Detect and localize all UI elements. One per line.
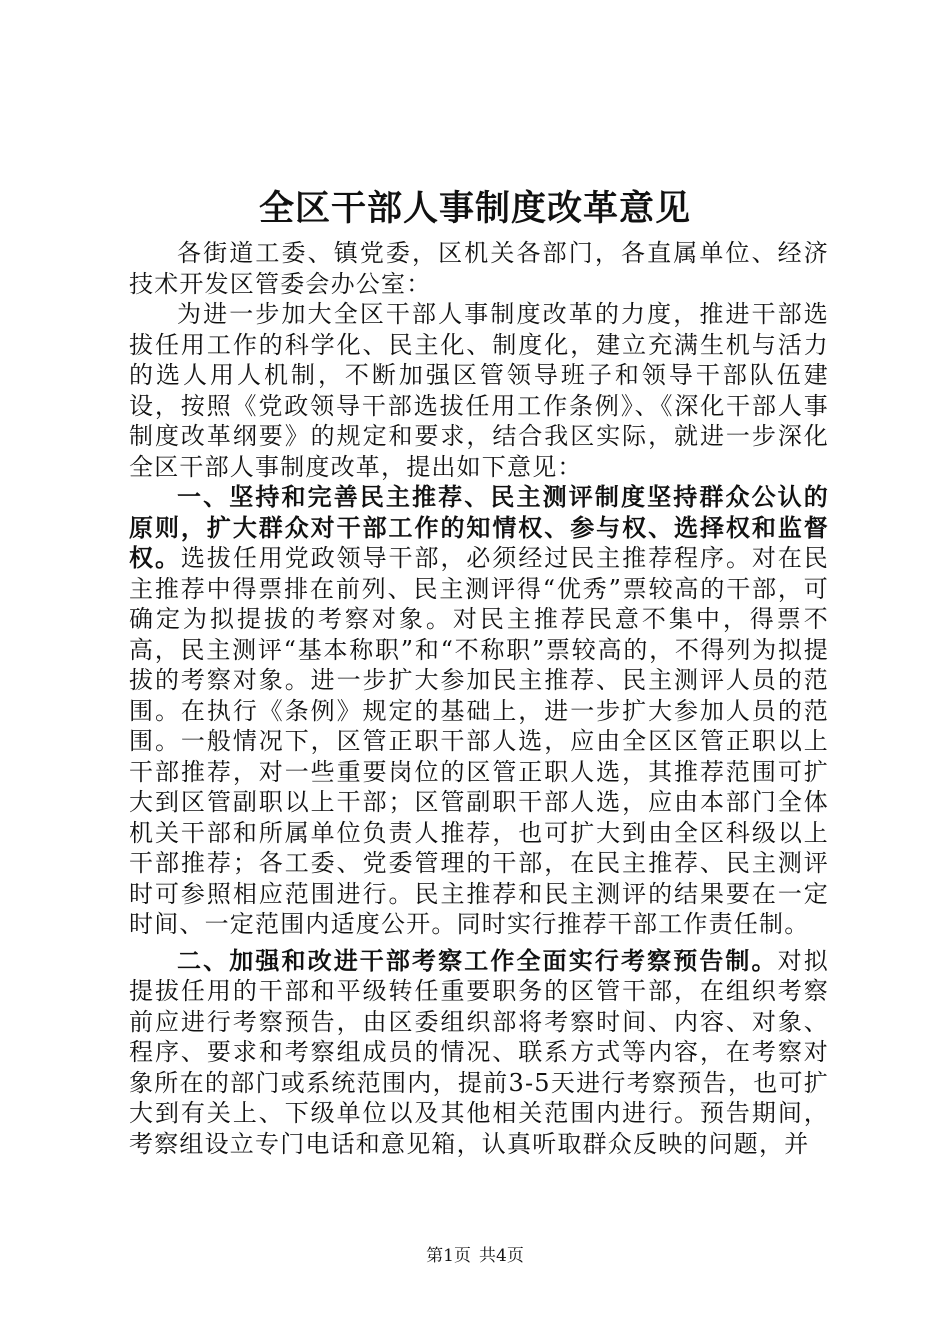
salutation-paragraph: 各街道工委、镇党委，区机关各部门，各直属单位、经济技术开发区管委会办公室： [129, 239, 829, 298]
section-text-1: 选拔任用党政领导干部，必须经过民主推荐程序。对在民主推荐中得票排在前列、民主测评得“优秀”票较高的干部，可确定为拟提拔的考察对象。对民主推荐民意不集中，得票不高，民主测评“基本称职”和“不称职”票较高的，不得列为拟提拔的考察对象。进一步扩大参加民主推荐、民主测评人员的范围。在执行《条例》规定的基础上，进一步扩大参加人员的范围。一般情况下，区管正职干部人选，应由全区区管正职以上干部推荐，对一些重要岗位的区管正职人选，其推荐范围可扩大到区管副职以上干部；区管副职干部人选，应由本部门全体机关干部和所属单位负责人推荐，也可扩大到由全区科级以上干部推荐；各工委、党委管理的干部，在民主推荐、民主测评时可参照相应范围进行。民主推荐和民主测评的结果要在一定时间、一定范围内适度公开。同时实行推荐干部工作责任制。 [129, 544, 830, 938]
section-text-2: 对拟提拔任用的干部和平级转任重要职务的区管干部，在组织考察前应进行考察预告，由区委组织部将考察时间、内容、对象、程序、要求和考察组成员的情况、联系方式等内容，在考察对象所在的部门或系统范围内，提前3-5天进行考察预告，也可扩大到有关上、下级单位以及其他相关范围内进行。预告期间，考察组设立专门电话和意见箱，认真听取群众反映的问题，并 [129, 946, 829, 1158]
section-heading-2: 二、加强和改进干部考察工作全面实行考察预告制。 [177, 945, 778, 975]
page-footer [0, 1246, 950, 1266]
document-title: 全区干部人事制度改革意见 [258, 188, 691, 229]
section-paragraph-2 [129, 946, 829, 1160]
page-number: 第1页 [426, 1246, 471, 1266]
section-heading-1: 一、坚持和完善民主推荐、民主测评制度坚持群众公认的原则，扩大群众对干部工作的知情权、参与权、选择权和监督权。 [129, 482, 829, 572]
document-body [129, 238, 829, 1159]
page-total: 共4页 [479, 1246, 524, 1266]
intro-paragraph: 为进一步加大全区干部人事制度改革的力度，推进干部选拔任用工作的科学化、民主化、制度化，建立充满生机与活力的选人用人机制，不断加强区管领导班子和领导干部队伍建设，按照《党政领导干部选拔任用工作条例》、《深化干部人事制度改革纲要》的规定和要求，结合我区实际，就进一步深化全区干部人事制度改革，提出如下意见： [129, 300, 829, 481]
section-paragraph-1 [129, 482, 829, 940]
